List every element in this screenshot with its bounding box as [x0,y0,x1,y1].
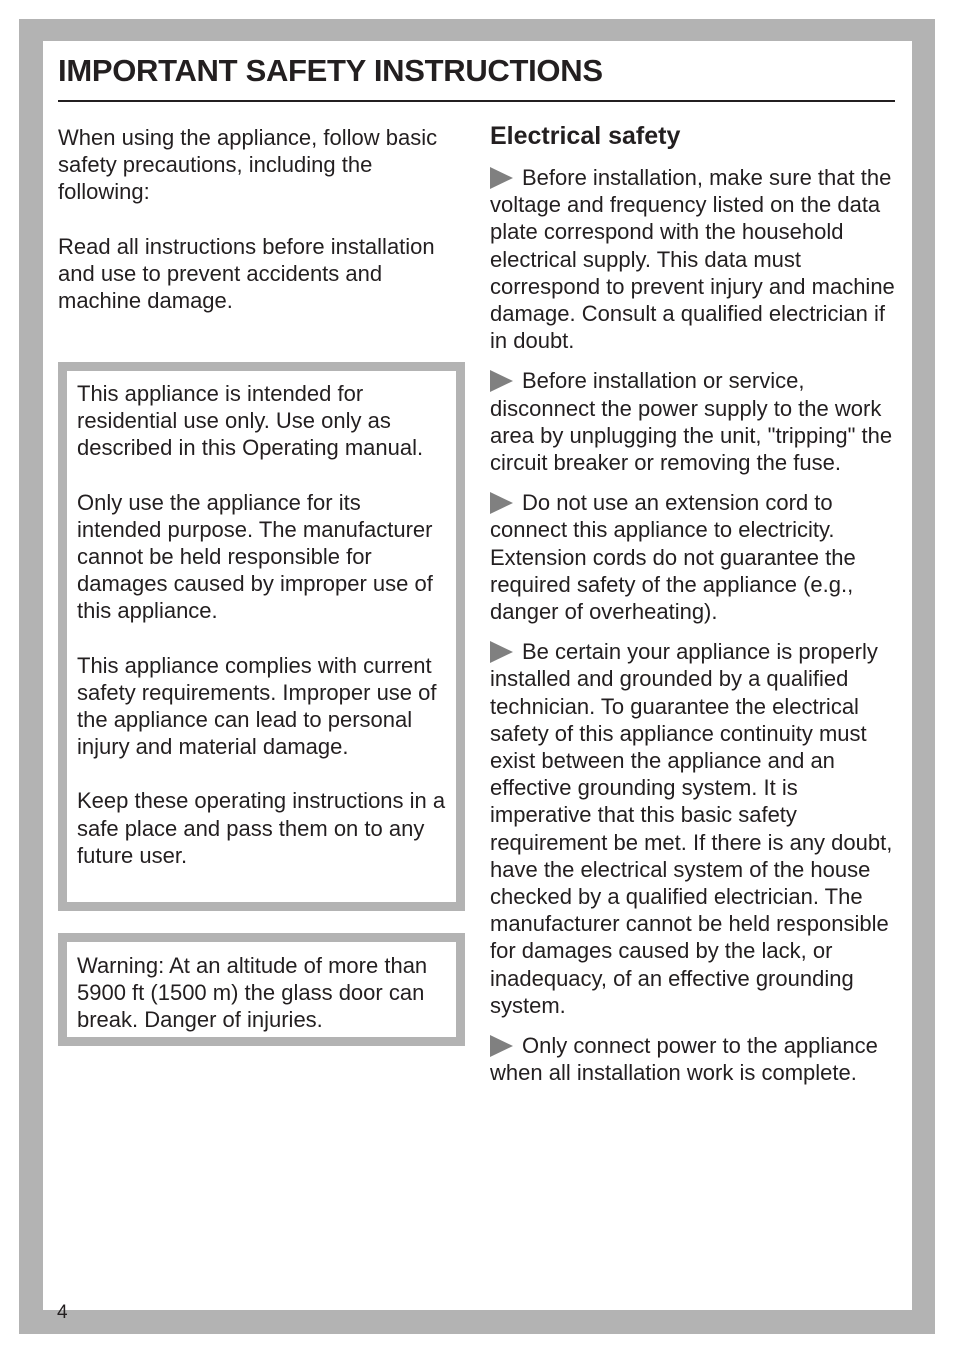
triangle-arrow-right-icon [490,492,513,514]
bullet-text: Before installation, make sure that the voltage and frequency listed on the data plate correspond with the household electrical supply. This data must correspond to prevent injury and machine damage. Consult a qualified electrician if in doubt. [490,165,895,354]
safety-bullet [490,489,900,625]
section-heading: Electrical safety [490,122,681,150]
safety-bullet [490,367,900,476]
intro-paragraph: When using the appliance, follow basic safety precautions, including the following: [58,125,438,205]
safety-bullet [490,638,900,1019]
usage-info-box [58,362,465,911]
altitude-warning-box [58,933,465,1046]
safety-bullet [490,164,900,354]
page-number: 4 [57,1302,68,1323]
info-paragraph: This appliance complies with current safety requirements. Improper use of the appliance can lead to personal injury and material damage. [77,652,437,760]
info-paragraph: Keep these operating instructions in a safe place and pass them on to any future user. [77,788,446,868]
triangle-arrow-right-icon [490,1035,513,1057]
intro-paragraph: Read all instructions before installation and use to prevent accidents and machine damage. [58,233,435,314]
intro-section [58,124,466,314]
info-paragraph: This appliance is intended for residential use only. Use only as described in this Operating manual. [77,381,424,461]
triangle-arrow-right-icon [490,641,513,663]
bullet-text: Only connect power to the appliance when all installation work is complete. [490,1033,878,1086]
safety-bullet [490,1032,900,1086]
triangle-arrow-right-icon [490,167,513,189]
page-title: IMPORTANT SAFETY INSTRUCTIONS [58,53,603,88]
electrical-safety-list [490,164,900,1100]
bullet-text: Do not use an extension cord to connect this appliance to electricity. Extension cords do not guarantee the required safety of the appliance (e.g., danger of overheating). [490,490,856,625]
info-paragraph: Only use the appliance for its intended purpose. The manufacturer cannot be held responsible for damages caused by improper use of this appliance. [77,489,433,624]
warning-text: Warning: At an altitude of more than 5900 ft (1500 m) the glass door can break. Danger of injuries. [77,953,428,1033]
bullet-text: Before installation or service, disconnect the power supply to the work area by unplugging the unit, "tripping" the circuit breaker or removing the fuse. [490,368,893,476]
triangle-arrow-right-icon [490,370,513,392]
title-divider [58,100,895,102]
bullet-text: Be certain your appliance is properly installed and grounded by a qualified technician. To guarantee the electrical safety of this appliance continuity must exist between the appliance and an effective grounding system. It is imperative that this basic safety requirement be met. If there is any doubt, have the electrical system of the house checked by a qualified electrician. The manufacturer cannot be held responsible for damages caused by the lack, or inadequacy, of an effective grounding system. [490,639,893,1018]
